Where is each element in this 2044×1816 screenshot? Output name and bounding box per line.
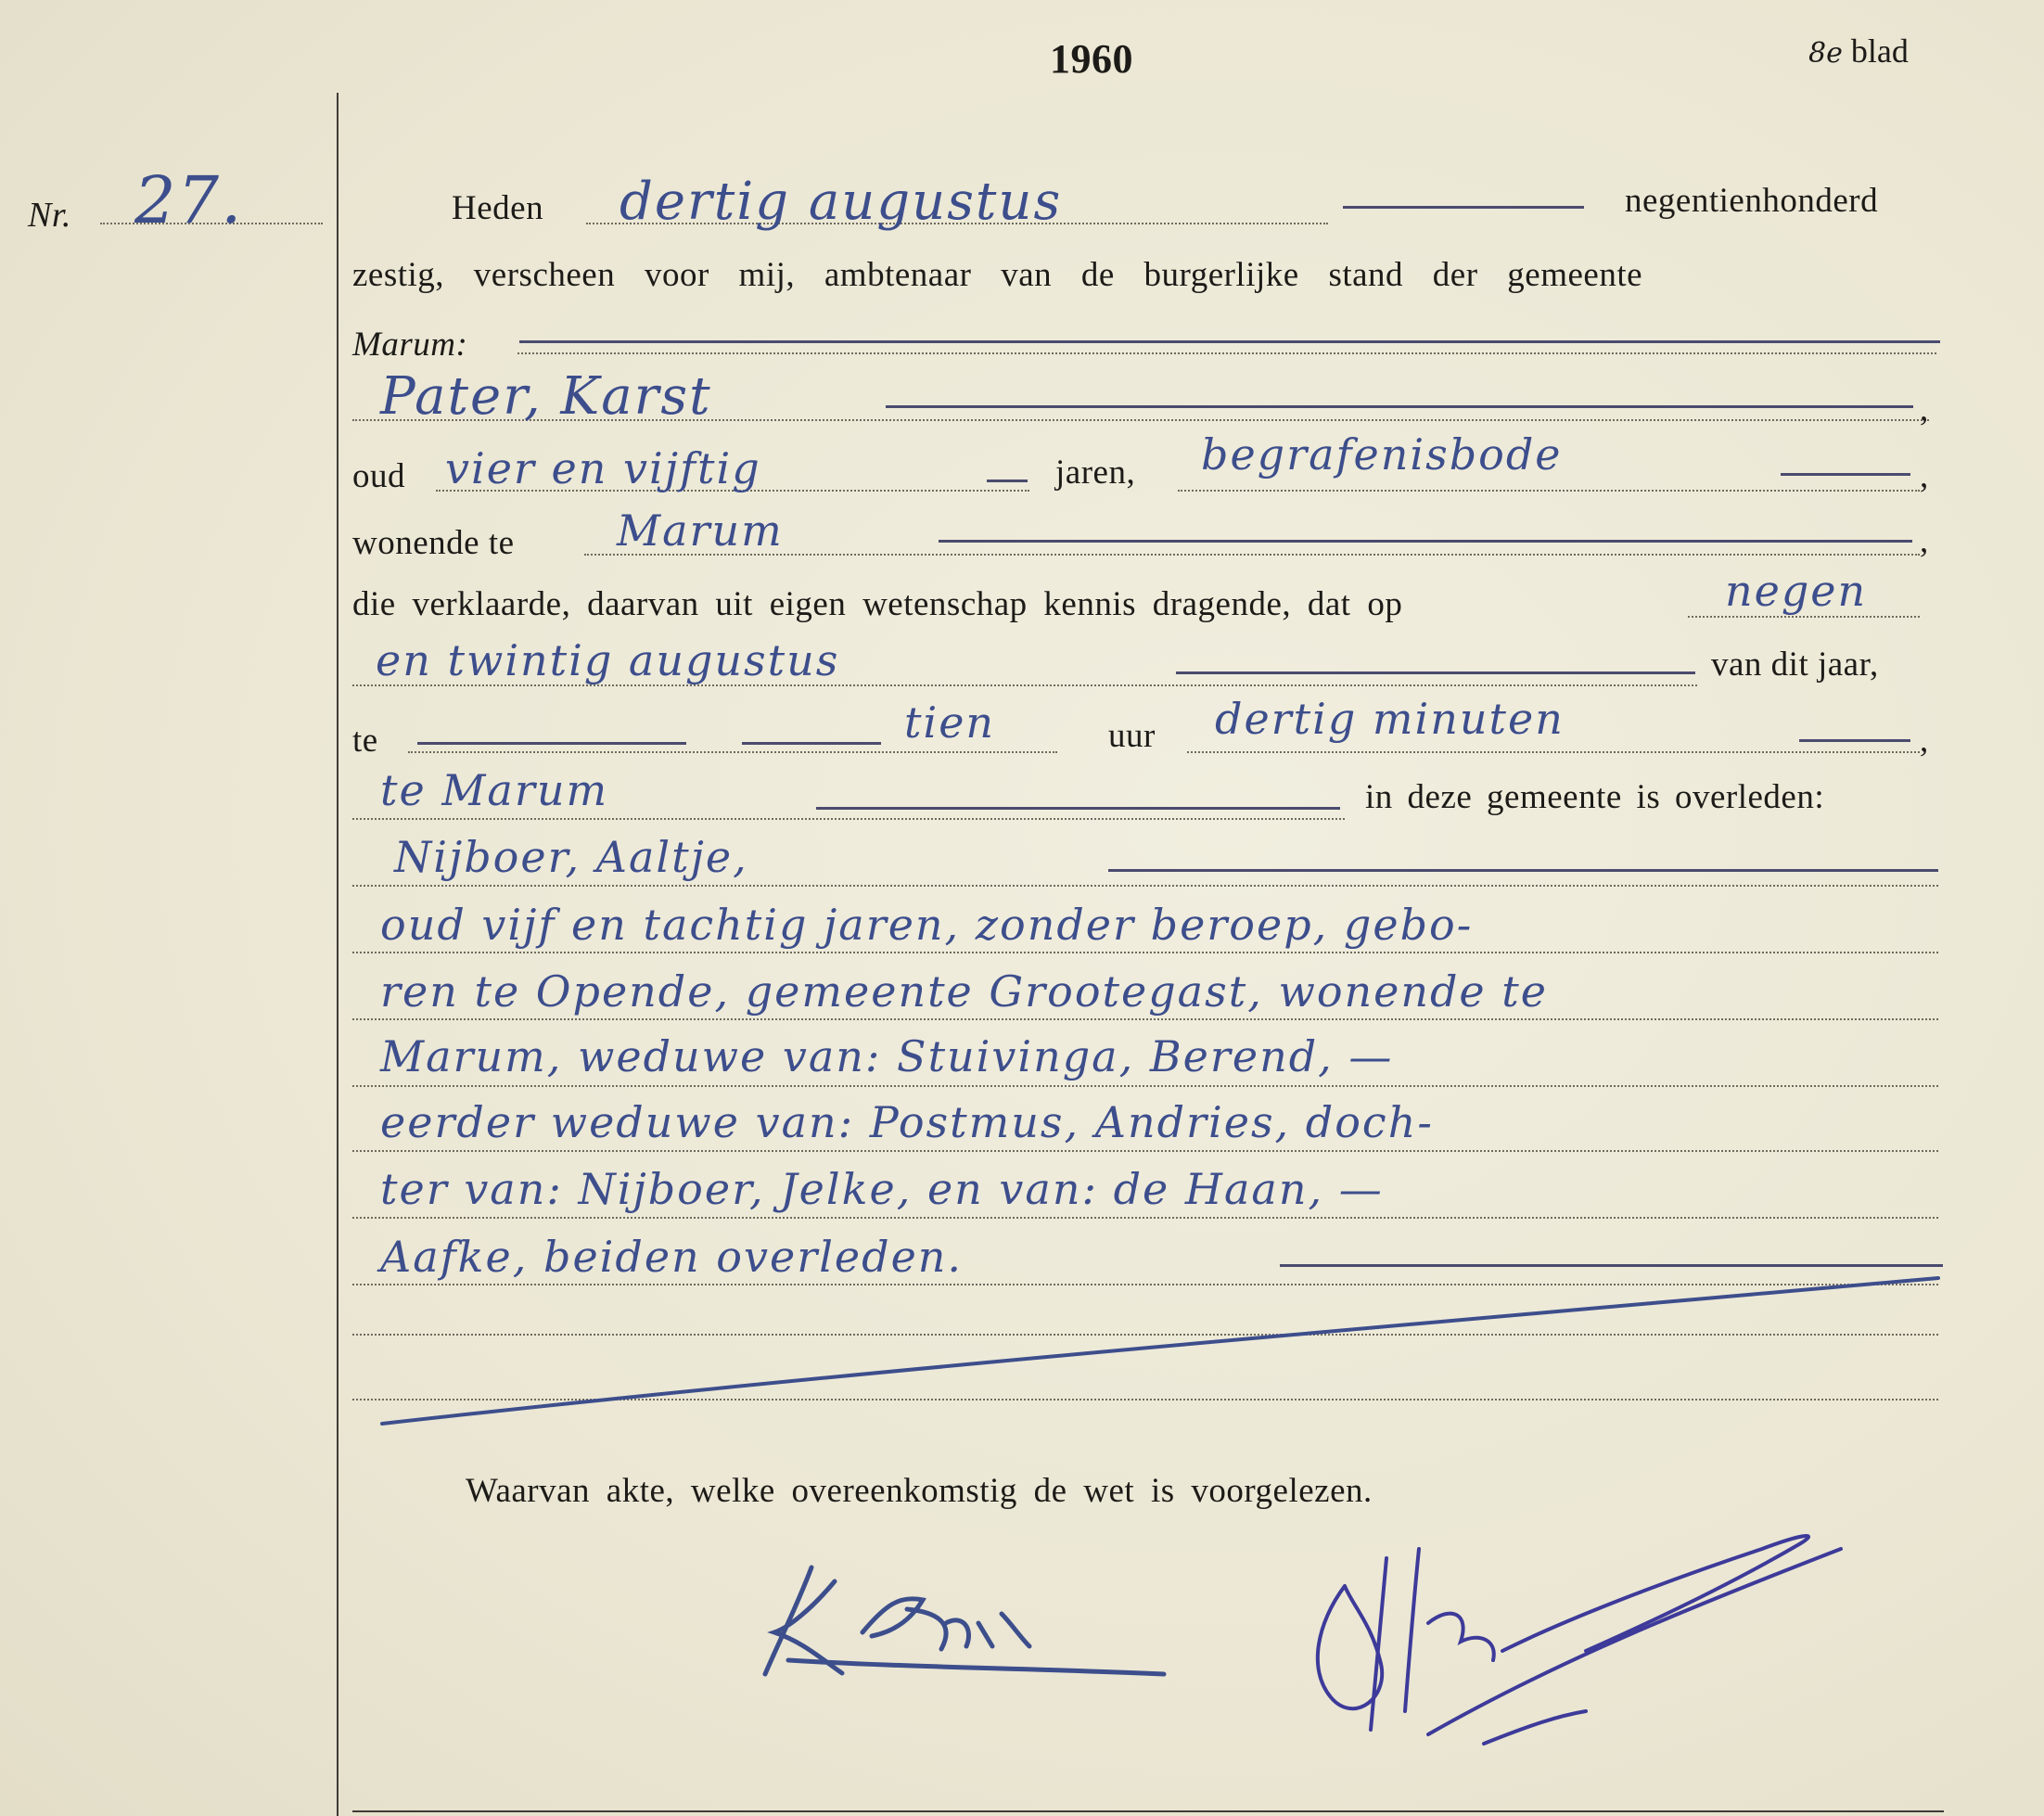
uur-label: uur xyxy=(1108,717,1156,755)
margin-line xyxy=(337,93,339,1816)
municipality-rule xyxy=(519,340,1940,343)
declarant-occupation: begrafenisbode xyxy=(1201,429,1563,480)
place-rule xyxy=(816,807,1340,810)
time-dots-right xyxy=(1187,751,1920,753)
heden-value: dertig augustus xyxy=(620,172,1063,232)
closing-statement: Waarvan akte, welke overeenkomstig de wet is voorgelezen. xyxy=(466,1472,1373,1510)
age-rule xyxy=(987,480,1028,482)
wonende-label: wonende te xyxy=(352,524,515,562)
detail-dots-4 xyxy=(352,1150,1938,1152)
page-word: blad xyxy=(1850,32,1909,70)
municipality: Marum: xyxy=(352,326,468,364)
heden-fill-rule xyxy=(1343,206,1584,209)
place-dots xyxy=(352,818,1345,820)
year-heading: 1960 xyxy=(1050,36,1133,82)
declarant-age: vier en vijftig xyxy=(445,443,761,493)
detail-dots-3 xyxy=(352,1085,1938,1087)
bottom-rule xyxy=(352,1810,1944,1812)
declarant-comma: , xyxy=(1920,390,1929,428)
nr-value: 27. xyxy=(134,162,244,238)
negentienhonderd-label: negentienhonderd xyxy=(1625,182,1879,220)
nr-label: Nr. xyxy=(28,196,71,235)
te-label: te xyxy=(352,722,378,760)
occupation-rule xyxy=(1781,473,1910,476)
page-mark: 8e xyxy=(1808,37,1843,70)
death-minutes: dertig minuten xyxy=(1215,694,1565,744)
time-rule-middle xyxy=(742,742,881,745)
overleden-label: in deze gemeente is overleden: xyxy=(1365,778,1825,816)
death-hour: tien xyxy=(904,697,996,748)
declarant-residence: Marum xyxy=(617,505,784,556)
death-place: te Marum xyxy=(380,765,609,815)
detail-line-1: oud vijf en tachtig jaren, zonder beroep, gebo- xyxy=(380,900,1474,950)
verklaarde-line: die verklaarde, daarvan uit eigen wetenschap kennis dragende, dat op xyxy=(352,585,1403,623)
residence-dots xyxy=(584,554,1920,556)
time-comma: , xyxy=(1920,722,1929,760)
death-day-part2: en twintig augustus xyxy=(376,635,840,685)
detail-line-2: ren te Opende, gemeente Grootegast, wonende te xyxy=(380,966,1548,1017)
detail-line-3: Marum, weduwe van: Stuivinga, Berend, — xyxy=(380,1031,1394,1081)
occupation-dots xyxy=(1178,490,1920,492)
oud-label: oud xyxy=(352,457,405,495)
verklaarde-dots xyxy=(1688,616,1920,618)
death-day-part1: negen xyxy=(1725,566,1868,616)
detail-dots-5 xyxy=(352,1217,1938,1219)
time-rule-left xyxy=(417,742,686,745)
detail-dots-1 xyxy=(352,952,1938,953)
declarant-name: Pater, Karst xyxy=(380,366,712,427)
jaren-label: jaren, xyxy=(1055,454,1136,492)
deceased-rule xyxy=(1108,869,1938,872)
detail-line-4: eerder weduwe van: Postmus, Andries, doch- xyxy=(380,1097,1434,1147)
heden-label: Heden xyxy=(452,189,544,227)
signature-left xyxy=(723,1558,1187,1688)
time-dots-left xyxy=(408,751,1057,753)
time-rule-right xyxy=(1799,739,1910,742)
detail-dots-2 xyxy=(352,1018,1938,1020)
page-number xyxy=(1808,32,1909,70)
detail-line-6: Aafke, beiden overleden. xyxy=(380,1232,964,1282)
detail-line-5: ter van: Nijboer, Jelke, en van: de Haan, — xyxy=(380,1164,1384,1214)
cancel-stroke xyxy=(371,1271,1948,1438)
municipality-dots xyxy=(517,352,1936,354)
detail-end-rule xyxy=(1280,1264,1943,1267)
occupation-comma: , xyxy=(1920,457,1929,495)
deceased-dots xyxy=(352,885,1938,887)
residence-rule xyxy=(939,540,1912,543)
van-dit-jaar: van dit jaar, xyxy=(1711,646,1879,684)
zestig-line: zestig, verscheen voor mij, ambtenaar van de burgerlijke stand der gemeente xyxy=(352,256,1643,294)
residence-comma: , xyxy=(1920,522,1929,560)
death-date-rule xyxy=(1176,671,1695,674)
deceased-name: Nijboer, Aaltje, xyxy=(394,832,748,882)
declarant-rule xyxy=(886,405,1913,408)
signature-right xyxy=(1280,1512,1892,1762)
